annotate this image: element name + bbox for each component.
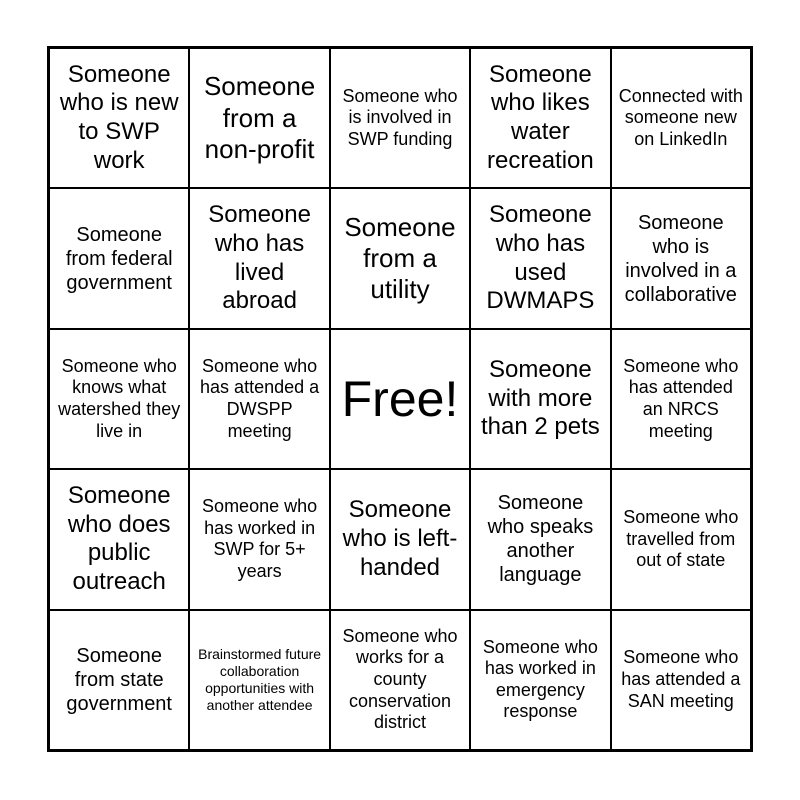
cell-text: Someone from state government: [66, 644, 172, 715]
cell-text: Someone who is involved in SWP funding: [342, 85, 458, 149]
cell-text: Someone who has worked in SWP for 5+ years: [202, 496, 318, 581]
bingo-cell[interactable]: [611, 188, 751, 328]
cell-text: Someone who does public outreach: [67, 481, 171, 596]
cell-text: Someone who has attended a DWSPP meeting: [200, 355, 320, 441]
cell-text: Someone who is left-handed: [342, 496, 458, 581]
bingo-cell[interactable]: [611, 610, 751, 750]
cell-text: Someone from a utility: [344, 211, 456, 305]
bingo-cell[interactable]: [330, 469, 470, 609]
cell-text: Connected with someone new on LinkedIn: [618, 85, 743, 149]
cell-text: Someone with more than 2 pets: [481, 355, 600, 441]
bingo-cell[interactable]: [49, 329, 189, 469]
cell-text: Someone from federal government: [65, 223, 173, 294]
cell-text: Someone who is new to SWP work: [59, 60, 179, 174]
free-space-text: Free!: [341, 370, 459, 427]
bingo-cell[interactable]: [330, 48, 470, 188]
bingo-cell[interactable]: [189, 329, 329, 469]
bingo-cell[interactable]: [470, 469, 610, 609]
bingo-cell[interactable]: [611, 329, 751, 469]
cell-text: Someone who knows what watershed they live in: [58, 355, 181, 441]
cell-text: Someone who has attended an NRCS meeting: [623, 355, 739, 441]
bingo-cell[interactable]: [189, 48, 329, 188]
bingo-cell[interactable]: [470, 610, 610, 750]
bingo-cell[interactable]: [611, 469, 751, 609]
bingo-cell[interactable]: [189, 188, 329, 328]
bingo-cell[interactable]: [470, 329, 610, 469]
cell-text: Someone who has used DWMAPS: [486, 201, 595, 315]
cell-text: Someone who speaks another language: [487, 492, 594, 587]
cell-text: Someone who has worked in emergency response: [482, 636, 598, 722]
bingo-cell[interactable]: [49, 188, 189, 328]
cell-text: Someone from a non-profit: [203, 71, 316, 164]
bingo-cell[interactable]: [49, 610, 189, 750]
bingo-cell[interactable]: [189, 610, 329, 750]
bingo-cell[interactable]: [189, 469, 329, 609]
bingo-cell[interactable]: [49, 469, 189, 609]
cell-text: Someone who has lived abroad: [208, 201, 311, 315]
free-space-cell[interactable]: [330, 329, 470, 469]
bingo-board: [47, 46, 753, 752]
cell-text: Someone who travelled from out of state: [623, 507, 739, 571]
cell-text: Brainstormed future collaboration opportunities with another attendee: [198, 646, 322, 713]
bingo-cell[interactable]: [470, 48, 610, 188]
bingo-cell[interactable]: [611, 48, 751, 188]
bingo-cell[interactable]: [49, 48, 189, 188]
cell-text: Someone who is involved in a collaborative: [624, 211, 737, 306]
bingo-cell[interactable]: [330, 610, 470, 750]
cell-text: Someone who works for a county conservation district: [342, 625, 458, 733]
bingo-cell[interactable]: [470, 188, 610, 328]
bingo-cell[interactable]: [330, 188, 470, 328]
cell-text: Someone who has attended a SAN meeting: [621, 647, 741, 711]
cell-text: Someone who likes water recreation: [487, 60, 594, 174]
